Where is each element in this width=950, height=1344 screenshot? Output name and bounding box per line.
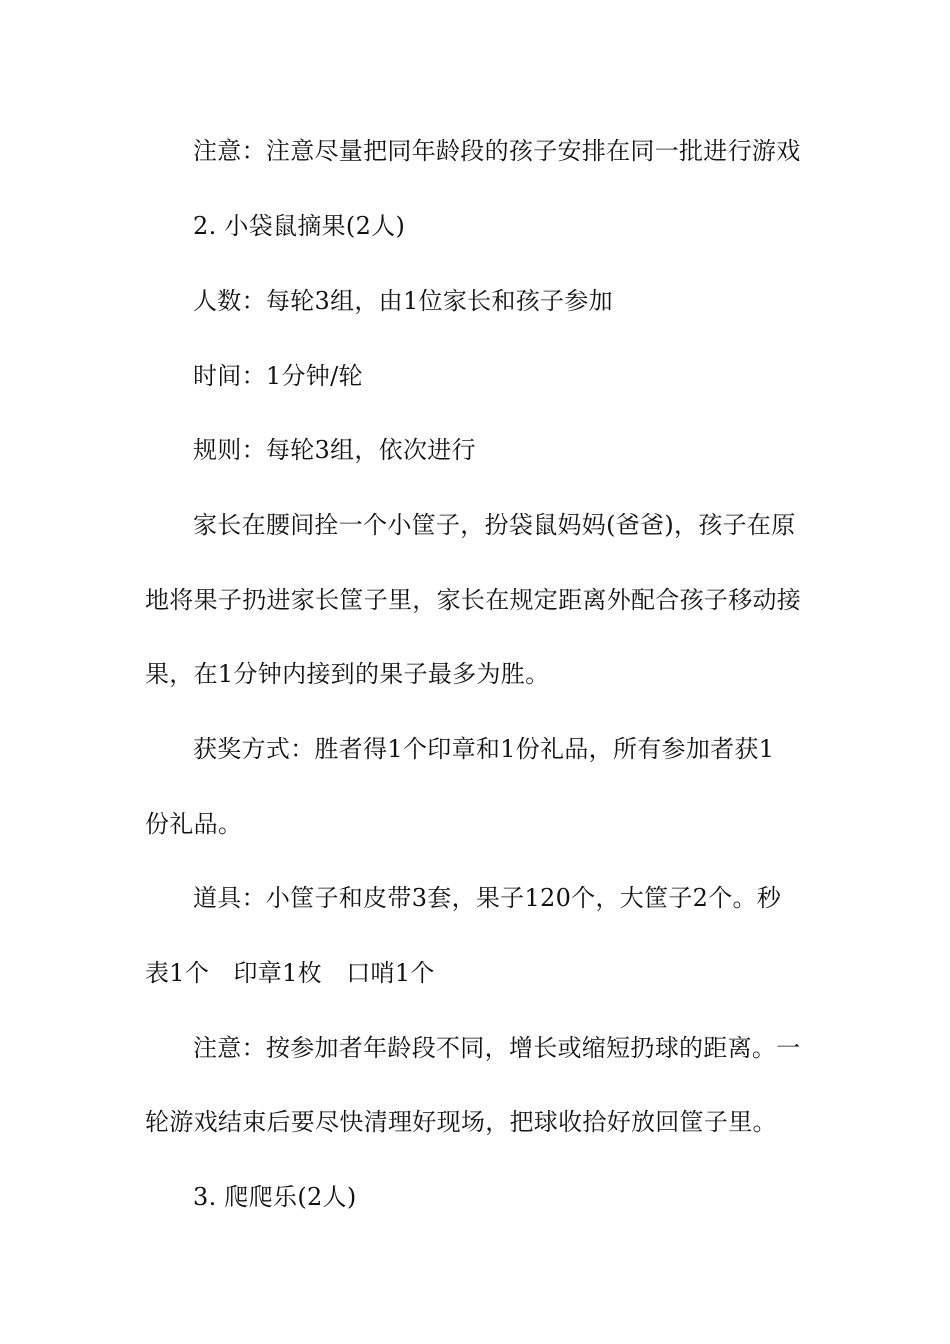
rules-line: 规则：每轮3组，依次进行	[193, 436, 476, 464]
caution-line-2: 轮游戏结束后要尽快清理好现场，把球收拾好放回筐子里。	[145, 1108, 777, 1136]
caution-line-1: 注意：按参加者年龄段不同，增长或缩短扔球的距离。一	[193, 1034, 801, 1062]
section-heading-crawl: 3. 爬爬乐(2人)	[193, 1183, 357, 1211]
people-line: 人数：每轮3组，由1位家长和孩子参加	[193, 287, 613, 315]
award-line-1: 获奖方式：胜者得1个印章和1份礼品，所有参加者获1	[193, 735, 775, 763]
time-line: 时间：1分钟/轮	[193, 362, 363, 390]
props-line-2: 表1个 印章1枚 口哨1个	[145, 959, 435, 987]
description-line-3: 果，在1分钟内接到的果子最多为胜。	[145, 660, 550, 688]
props-line-1: 道具：小筐子和皮带3套，果子120个，大筐子2个。秒	[193, 884, 782, 912]
description-line-1: 家长在腰间拴一个小筐子，扮袋鼠妈妈(爸爸)，孩子在原	[193, 511, 796, 539]
description-line-2: 地将果子扔进家长筐子里，家长在规定距离外配合孩子移动接	[145, 586, 802, 614]
award-line-2: 份礼品。	[145, 810, 243, 838]
note-paragraph: 注意：注意尽量把同年龄段的孩子安排在同一批进行游戏	[193, 137, 801, 165]
section-heading-kangaroo: 2. 小袋鼠摘果(2人)	[193, 212, 406, 240]
